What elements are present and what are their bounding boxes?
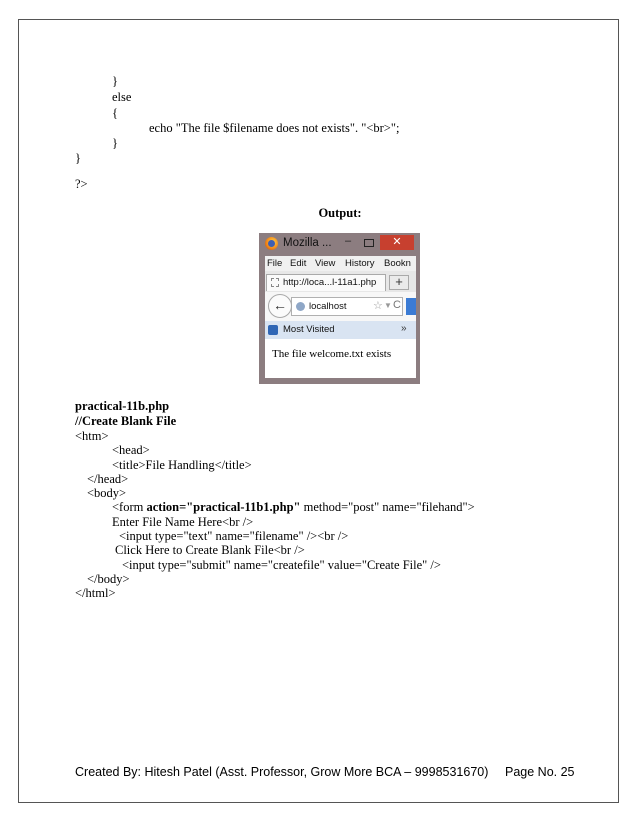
chevron-more-icon[interactable]: » <box>401 323 407 334</box>
menu-item-file[interactable]: File <box>267 258 283 269</box>
new-tab-button[interactable]: + <box>389 275 409 290</box>
maximize-button[interactable] <box>364 239 374 247</box>
browser-titlebar <box>259 233 420 255</box>
address-bar[interactable] <box>291 297 403 316</box>
code-line: <head> <box>112 443 150 457</box>
page-output-text: The file welcome.txt exists <box>272 348 392 360</box>
tab-strip <box>265 271 416 292</box>
menu-item-bookmarks[interactable]: Bookn <box>384 258 411 269</box>
code-text-bold: action="practical-11b1.php" <box>146 500 301 514</box>
code-line: } <box>112 136 118 150</box>
code-line: <body> <box>87 486 127 500</box>
page-icon <box>271 278 279 287</box>
reload-icon[interactable]: C <box>393 299 401 311</box>
code-line: ?> <box>75 177 88 191</box>
code-line: <input type="submit" name="createfile" value="Create File" /> <box>122 558 441 572</box>
most-visited-link[interactable]: Most Visited <box>283 324 335 335</box>
code-line: <title>File Handling</title> <box>112 458 252 472</box>
window-title: Mozilla ... <box>283 237 332 249</box>
footer-credit: Created By: Hitesh Patel (Asst. Professor, Grow More BCA – 9998531670) <box>75 765 489 779</box>
firefox-logo-icon <box>265 237 278 250</box>
browser-screenshot <box>259 233 420 384</box>
page-content <box>265 339 416 378</box>
menu-item-view[interactable]: View <box>315 258 336 269</box>
bookmark-star-icon[interactable]: ☆ <box>373 300 383 312</box>
close-button[interactable]: ✕ <box>380 235 414 250</box>
section-comment: //Create Blank File <box>75 414 177 428</box>
most-visited-icon <box>268 325 278 335</box>
code-line: { <box>112 106 118 120</box>
menu-item-history[interactable]: History <box>345 258 375 269</box>
code-line: </body> <box>87 572 130 586</box>
code-line: } <box>112 74 118 88</box>
code-line: Enter File Name Here<br /> <box>112 515 254 529</box>
code-line: <htm> <box>75 429 109 443</box>
code-line: </html> <box>75 586 116 600</box>
code-line: echo "The file $filename does not exists". "<br>"; <box>149 121 400 135</box>
section-filename: practical-11b.php <box>75 399 170 413</box>
tab-active[interactable] <box>266 274 386 291</box>
menu-item-edit[interactable]: Edit <box>290 258 307 269</box>
code-line-form <box>112 500 475 514</box>
code-line: <input type="text" name="filename" /><br /> <box>119 529 349 543</box>
code-line: } <box>75 151 81 165</box>
menu-bar <box>265 256 416 271</box>
navigation-bar <box>265 292 416 321</box>
page-number: Page No. 25 <box>505 765 575 779</box>
code-line: else <box>112 90 132 104</box>
minimize-button[interactable]: – <box>345 235 352 247</box>
code-line: </head> <box>87 472 129 486</box>
search-bar-edge[interactable] <box>406 298 416 315</box>
bookmarks-toolbar <box>265 321 416 339</box>
url-text: localhost <box>309 301 347 312</box>
code-text: method="post" name="filehand"> <box>300 500 475 514</box>
back-button[interactable]: ← <box>268 294 292 318</box>
code-text: <form <box>112 500 147 514</box>
code-line: Click Here to Create Blank File<br /> <box>115 543 305 557</box>
history-dropdown-icon[interactable]: ▼ <box>384 301 392 310</box>
output-heading: Output: <box>318 206 362 220</box>
globe-icon <box>296 302 305 311</box>
tab-label: http://loca...l-11a1.php <box>283 277 377 288</box>
